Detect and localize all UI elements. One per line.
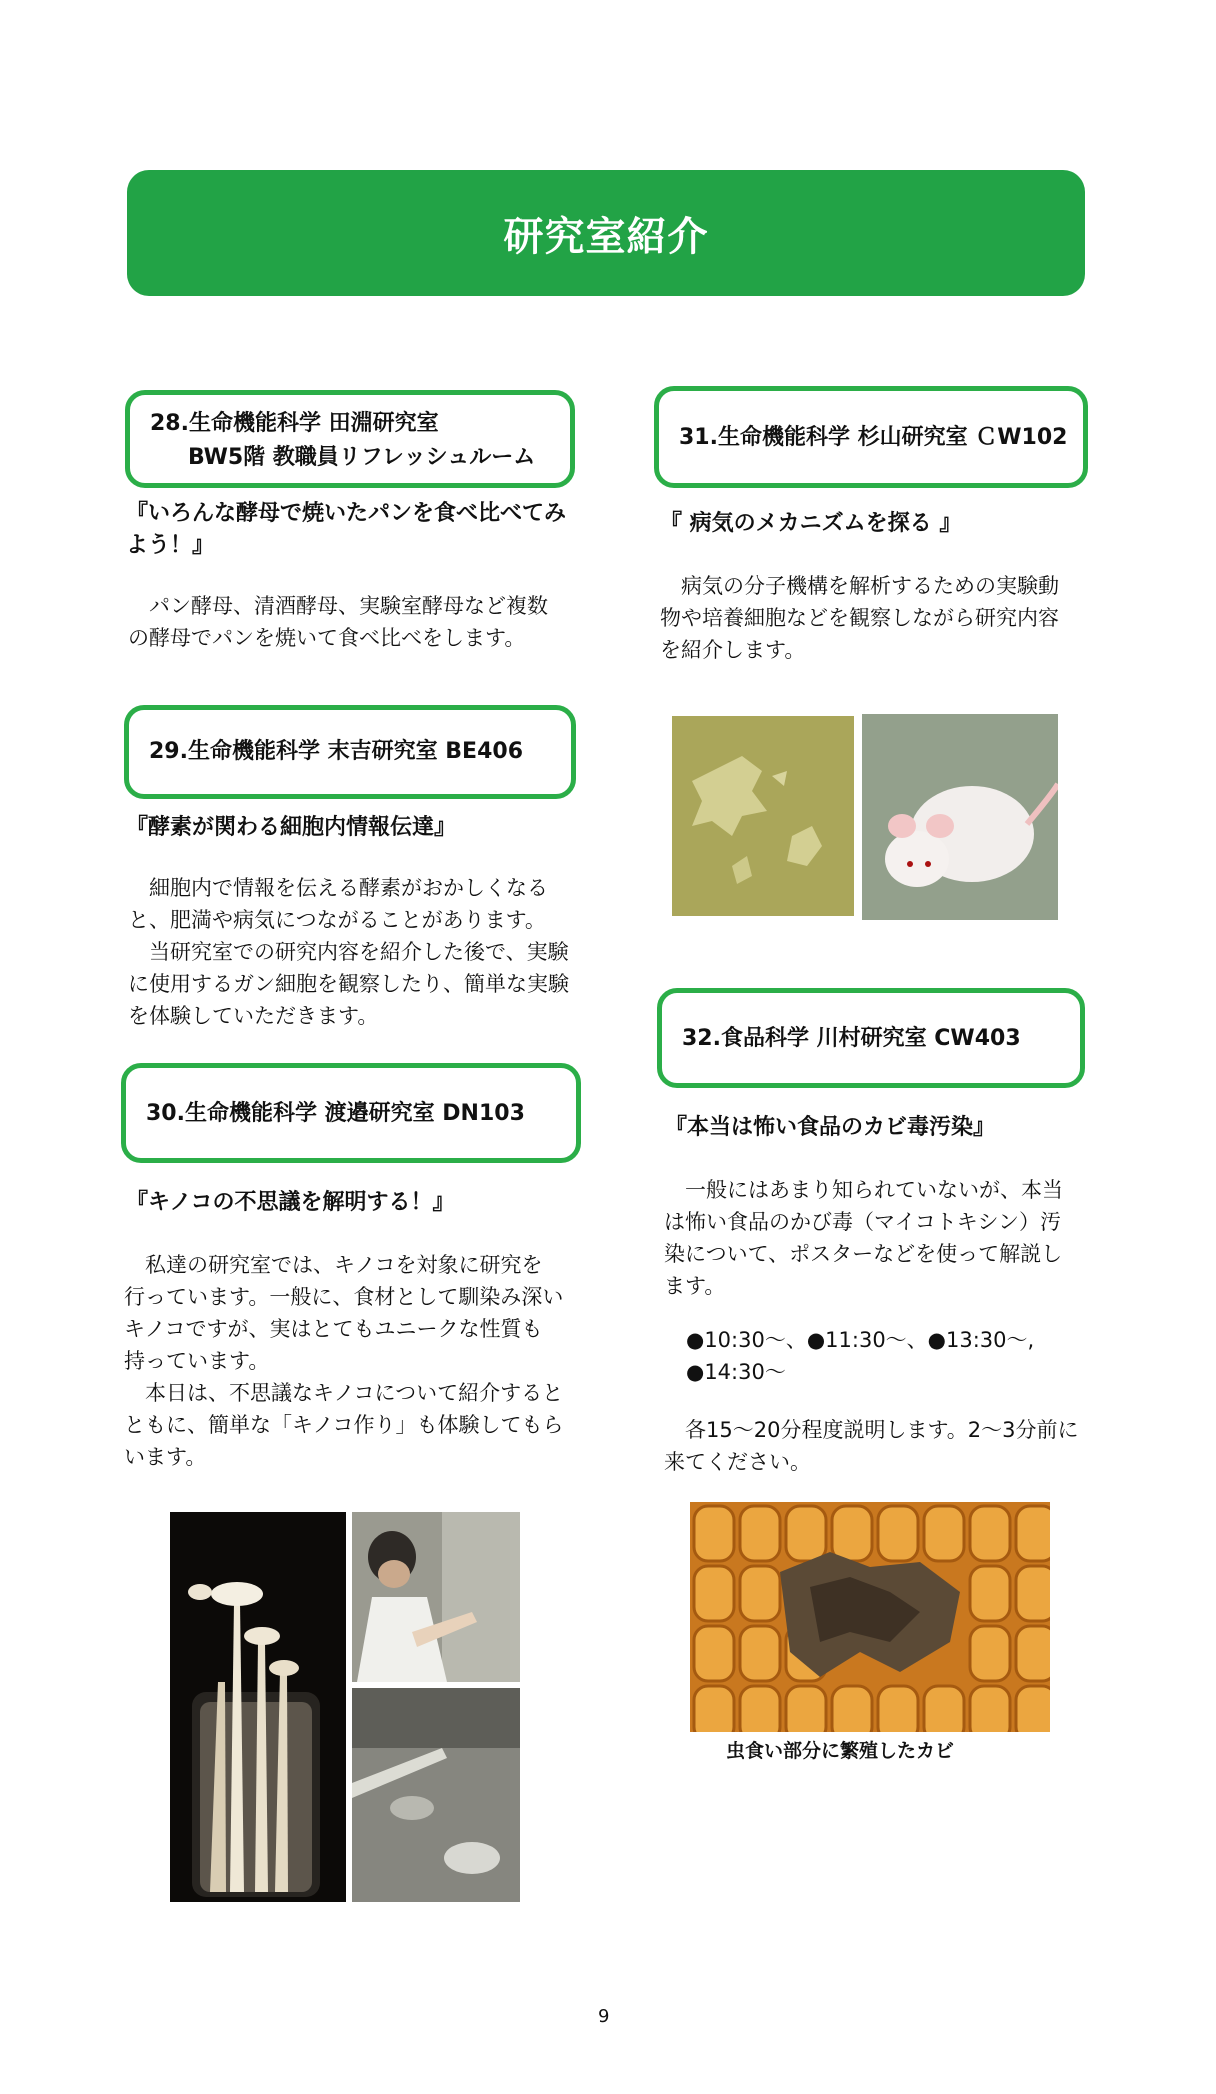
lab-work-photo-bottom — [352, 1688, 520, 1902]
lab-28-theme — [126, 498, 566, 562]
corn-photo-caption: 虫食い部分に繁殖したカビ — [726, 1740, 955, 1762]
lab-32-note: 各15～20分程度説明します。2～3分前に 来てください。 — [664, 1418, 1079, 1474]
lab-30-description: 私達の研究室では、キノコを対象に研究を 行っています。一般に、食材として馴染み深い キノコですが、実はとてもユニークな性質も 持っています。 本日は、不思議なキノコについて紹介すると ともに、簡単な「キノコ作り」も体験してもら います。 — [124, 1253, 564, 1469]
lab-31-title: 31.生命機能科学 杉山研究室 ＣW102 — [679, 425, 1068, 450]
lab-31-title-box — [654, 386, 1088, 488]
lab-29-description: 細胞内で情報を伝える酵素がおかしくなる と、肥満や病気につながることがあります。 当研究室での研究内容を紹介した後で、実験 に使用するガン細胞を観察したり、簡単な実験 を体験していただきます。 — [128, 876, 569, 1028]
lab-30-theme: 『キノコの不思議を解明する！』 — [126, 1190, 455, 1215]
lab-29-title-box — [124, 705, 576, 799]
lab-28-title-box — [125, 390, 575, 488]
mushroom-jar-photo — [170, 1512, 346, 1902]
section-title: 研究室紹介 — [503, 213, 709, 260]
lab-32-description: 一般にはあまり知られていないが、本当 は怖い食品のかび毒（マイコトキシン）汚 染について、ポスターなどを使って解説し ます。 — [664, 1178, 1063, 1298]
lab-28-theme-line1: 『いろんな酵母で焼いたパンを食べ比べてみ — [126, 501, 567, 526]
lab-mouse-photo — [862, 714, 1058, 920]
lab-32-theme: 『本当は怖い食品のカビ毒汚染』 — [665, 1115, 996, 1140]
lab-28-title-line2: BW5階 教職員リフレッシュルーム — [188, 445, 536, 470]
cultured-cells-photo — [672, 716, 854, 916]
lab-28-theme-line2: よう！』 — [126, 533, 215, 558]
lab-29-theme: 『酵素が関わる細胞内情報伝達』 — [126, 815, 457, 840]
lab-28-title-line1: 28.生命機能科学 田淵研究室 — [150, 411, 439, 436]
lab-31-description: 病気の分子機構を解析するための実験動 物や培養細胞などを観察しながら研究内容 を紹介します。 — [660, 574, 1059, 662]
section-title-banner — [127, 170, 1085, 296]
lab-32-session-times: ●10:30～、●11:30～、●13:30～, ●14:30～ — [686, 1328, 1035, 1384]
page-number: 9 — [598, 2006, 610, 2027]
lab-30-title-box — [121, 1063, 581, 1163]
lab-28-description: パン酵母、清酒酵母、実験室酵母など複数 の酵母でパンを焼いて食べ比べをします。 — [128, 594, 548, 650]
lab-32-title: 32.食品科学 川村研究室 CW403 — [682, 1026, 1021, 1051]
lab-work-photo-top — [352, 1512, 520, 1682]
moldy-corn-photo — [690, 1502, 1050, 1732]
lab-29-title: 29.生命機能科学 末吉研究室 BE406 — [149, 739, 524, 764]
lab-32-title-box — [657, 988, 1085, 1088]
lab-30-title: 30.生命機能科学 渡邉研究室 DN103 — [146, 1101, 525, 1126]
lab-31-theme: 『 病気のメカニズムを探る 』 — [660, 511, 962, 536]
